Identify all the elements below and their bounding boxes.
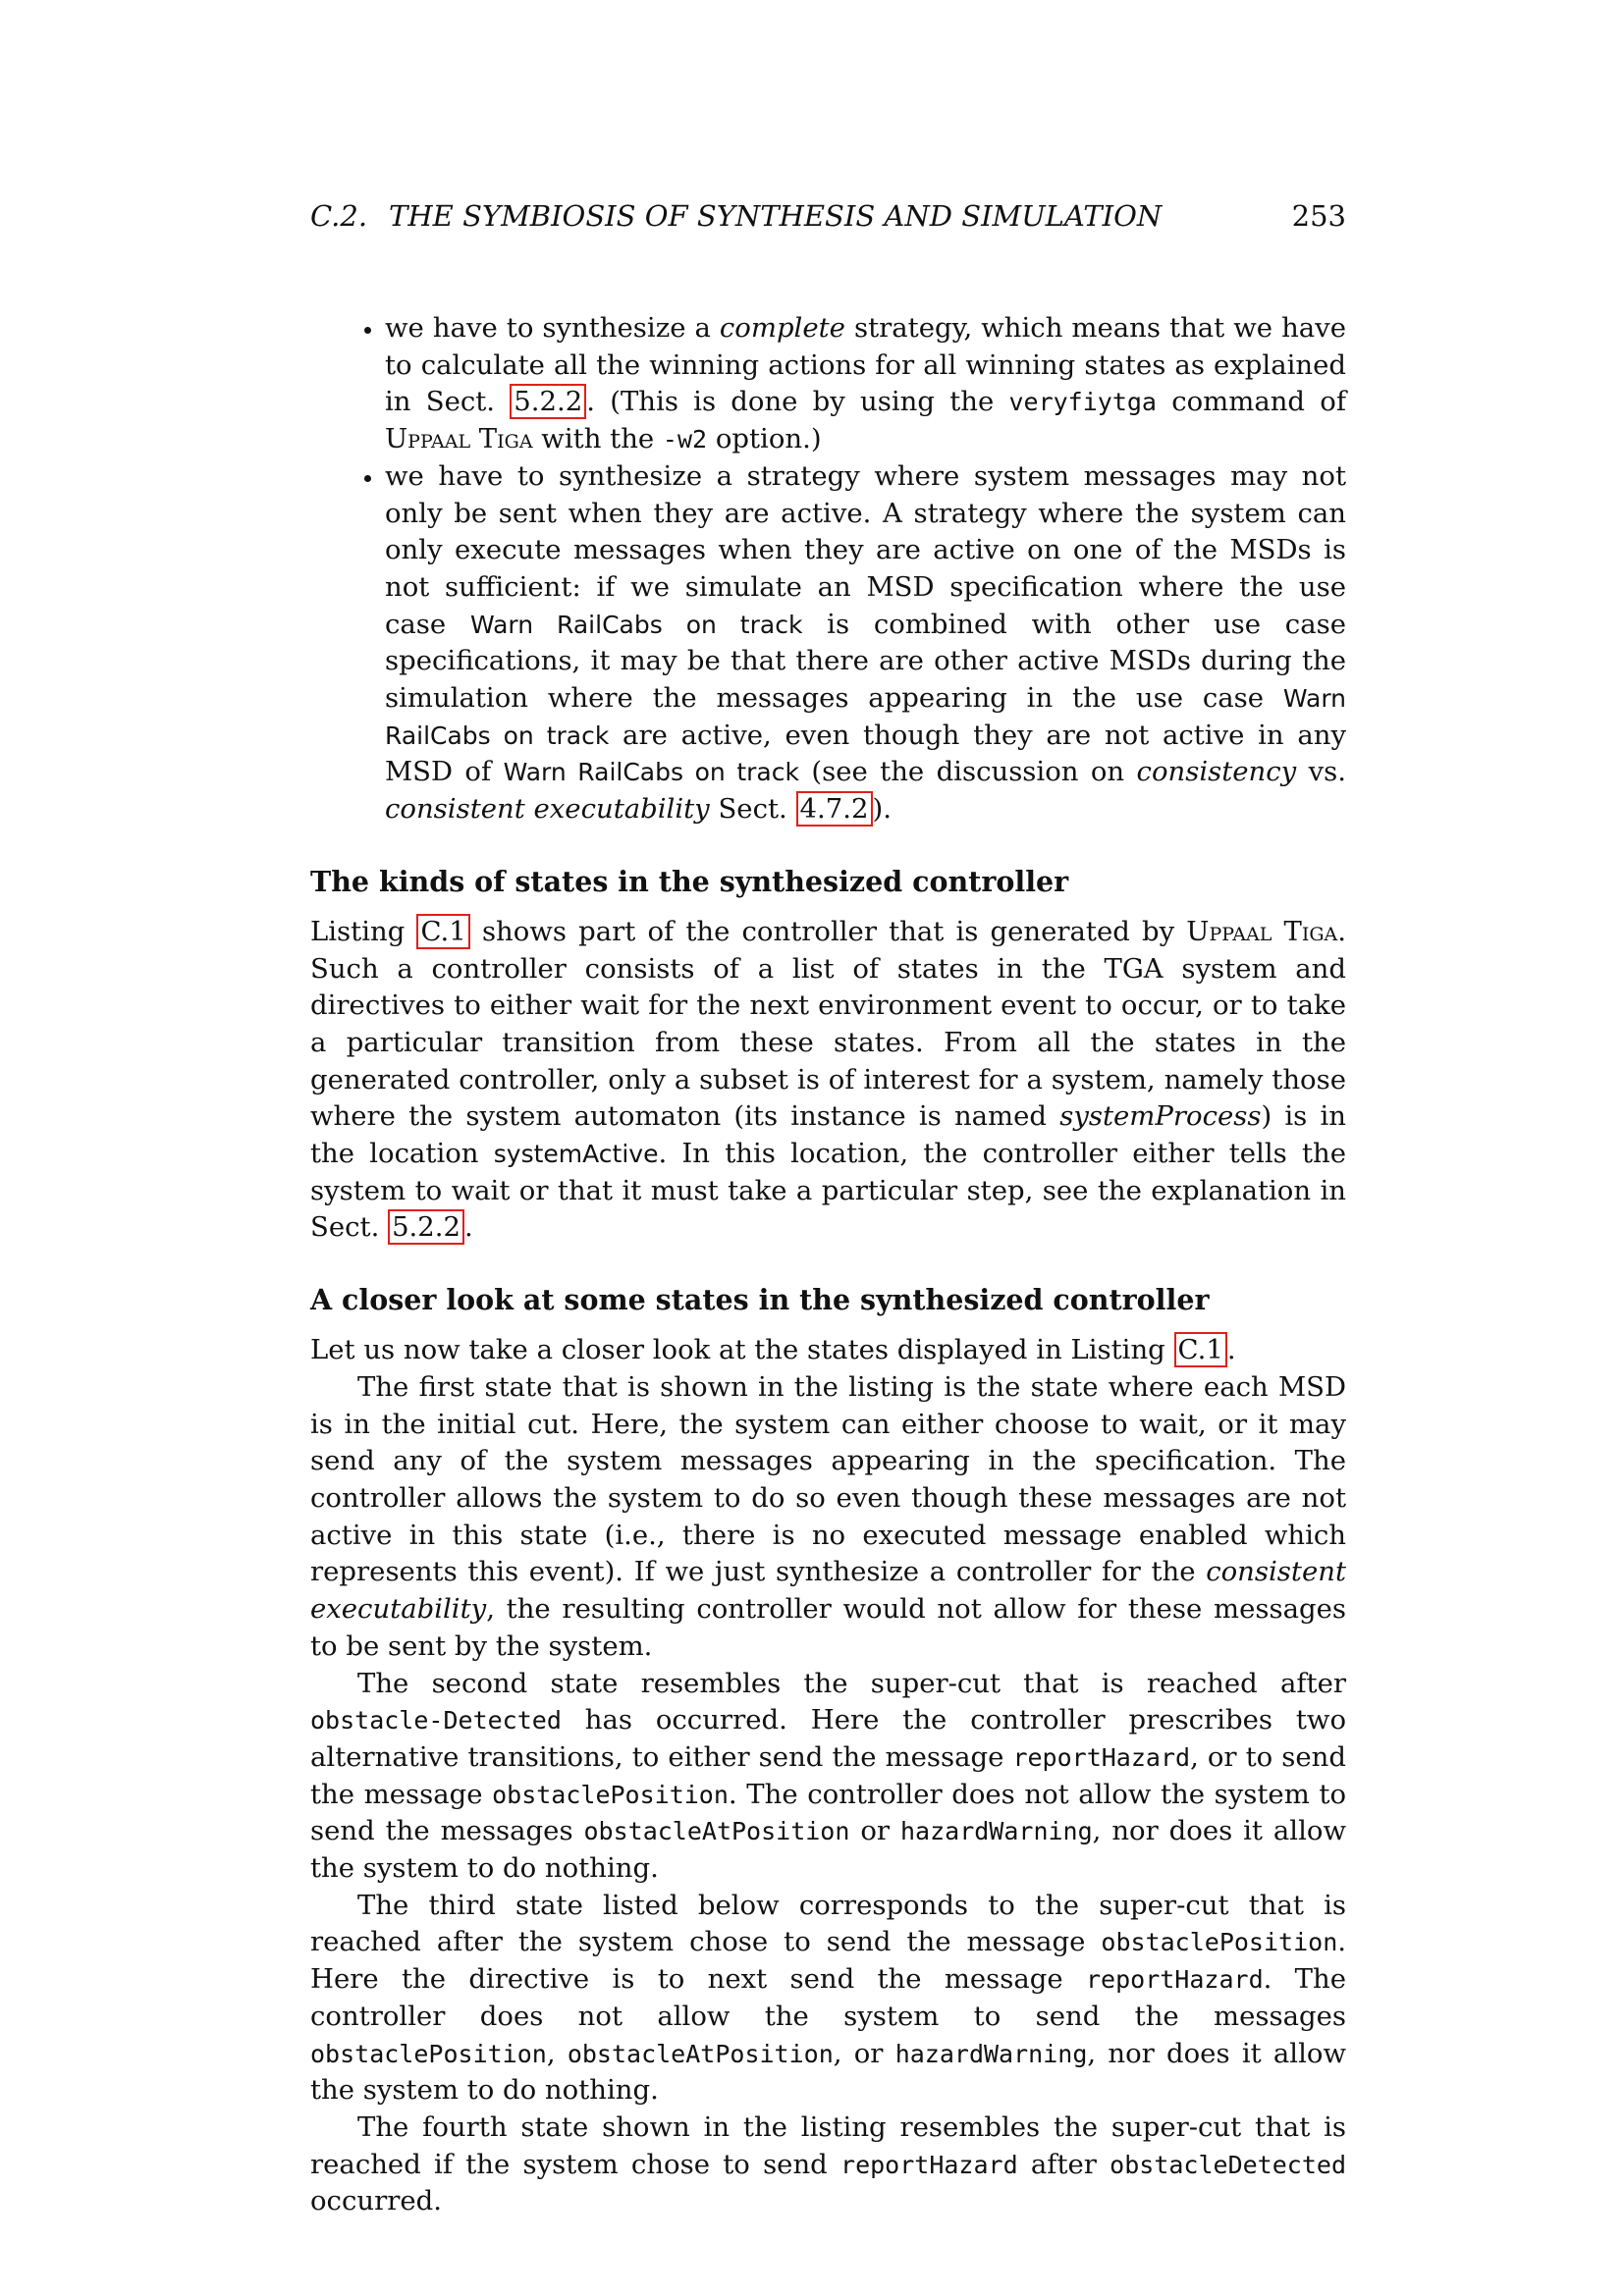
tool-name: Uppaal Tiga bbox=[1186, 915, 1338, 947]
body-text bbox=[310, 310, 1346, 2220]
tool-name: Uppaal Tiga bbox=[385, 423, 533, 455]
list-item: • we have to synthesize a strategy where system messages may not only be sent when they are active. A strategy where the system can only execute messages when they are active on one of the MSDs is not sufficient: if we simulate an MSD specification where the use case Warn RailCabs on track is combined with other use case specifications, it may be that there are other active MSDs during the simulation where the messages appearing in the use case Warn RailCabs on track are active, even though they are not active in any MSD of Warn RailCabs on track (see the discussion on consistency vs. consistent executability Sect. 4.7.2 ). bbox=[385, 458, 1346, 828]
inline-code: reportHazard bbox=[1012, 1742, 1191, 1772]
chapter-section-title: THE SYMBIOSIS OF SYNTHESIS AND SIMULATION bbox=[389, 199, 1163, 233]
paragraph: Let us now take a closer look at the states displayed in Listing C.1 . bbox=[310, 1334, 1236, 1366]
inline-code: obstaclePosition bbox=[310, 2039, 547, 2068]
inline-code: -w2 bbox=[662, 425, 708, 454]
chapter-section-number: C.2. bbox=[310, 199, 368, 233]
section-heading: A closer look at some states in the synthesized controller bbox=[310, 1283, 1210, 1317]
inline-code: obstacleAtPosition bbox=[583, 1817, 850, 1846]
page-number: 253 bbox=[1291, 199, 1346, 233]
inline-code: obstaclePosition bbox=[492, 1780, 729, 1809]
inline-code: reportHazard bbox=[1086, 1965, 1264, 1995]
cross-reference-link[interactable]: 4.7.2 bbox=[796, 791, 873, 827]
location-name: systemActive bbox=[493, 1140, 659, 1169]
inline-code: obstacleAtPosition bbox=[567, 2039, 834, 2068]
bullet-list bbox=[310, 310, 1346, 828]
paragraph: The second state resembles the super-cut that is reached after obstacle-Detected has occurred. Here the controller prescribes two alternative transitions, to either send the message reportHazard, or to send the message obstaclePosition. The controller does not allow the system to send the messages obstacleAtPosition or hazardWarning, nor does it allow the system to do nothing. bbox=[310, 1667, 1346, 1885]
inline-code: veryfiytga bbox=[1008, 388, 1157, 417]
emphasis: systemProcess bbox=[1059, 1100, 1262, 1133]
section-heading: The kinds of states in the synthesized controller bbox=[310, 864, 1069, 898]
use-case-name: Warn RailCabs on track bbox=[503, 758, 799, 787]
list-item: • we have to synthesize a complete strategy, which means that we have to calculate all the winning actions for all winning states as explained in Sect. 5.2.2 . (This is done by using the veryfiytga command of Uppaal Tiga with the -w2 option.) bbox=[385, 310, 1346, 458]
use-case-name: Warn RailCabs on track bbox=[385, 684, 1346, 750]
emphasis: complete bbox=[719, 312, 845, 344]
inline-code: obstacle-Detected bbox=[310, 1706, 562, 1735]
cross-reference-link[interactable]: 5.2.2 bbox=[388, 1209, 464, 1245]
paragraph: Listing C.1 shows part of the controller that is generated by Uppaal Tiga. Such a controller consists of a list of states in the TGA system and directives to either wait for the next environment event to occur, or to take a particular transition from these states. From all the states in the generated controller, only a subset is of interest for a system, namely those where the system automaton (its instance is named systemProcess) is in the location systemActive. In this location, the controller either tells the system to wait or that it must take a particular step, see the explanation in Sect. 5.2.2 . bbox=[310, 915, 1347, 1244]
running-header bbox=[310, 199, 1346, 239]
paragraph: The first state that is shown in the listing is the state where each MSD is in the initial cut. Here, the system can either choose to wait, or it may send any of the system messages appearing in the specification. The controller allows the system to do so even though these messages are not active in this state (i.e., there is no executed message enabled which represents this event). If we just synthesize a controller for the consistent executability, the resulting controller would not allow for these messages to be sent by the system. bbox=[310, 1370, 1346, 1662]
cross-reference-link[interactable]: C.1 bbox=[1174, 1332, 1227, 1367]
emphasis: consistent executability bbox=[310, 1556, 1346, 1626]
inline-code: hazardWarning bbox=[899, 1817, 1093, 1846]
paragraph: The third state listed below corresponds to the super-cut that is reached after the system chose to send the message obstaclePosition. Here the directive is to next send the message reportHazard. The controller does not allow the system to send the messages obstaclePosition, obstacleAtPosition, or hazardWarning, nor does it allow the system to do nothing. bbox=[310, 1889, 1346, 2107]
emphasis: consistency bbox=[1136, 756, 1297, 788]
inline-code: hazardWarning bbox=[894, 2039, 1088, 2068]
running-title bbox=[310, 199, 1162, 233]
emphasis: consistent executability bbox=[385, 793, 710, 826]
paragraph: The fourth state shown in the listing resembles the super-cut that is reached if the system chose to send reportHazard after obstacleDetected occurred. bbox=[310, 2110, 1346, 2217]
inline-code: obstacleDetected bbox=[1110, 2150, 1346, 2179]
cross-reference-link[interactable]: 5.2.2 bbox=[510, 384, 586, 419]
inline-code: reportHazard bbox=[840, 2150, 1018, 2179]
inline-code: obstaclePosition bbox=[1101, 1928, 1338, 1957]
use-case-name: Warn RailCabs on track bbox=[469, 610, 803, 639]
cross-reference-link[interactable]: C.1 bbox=[416, 914, 469, 949]
